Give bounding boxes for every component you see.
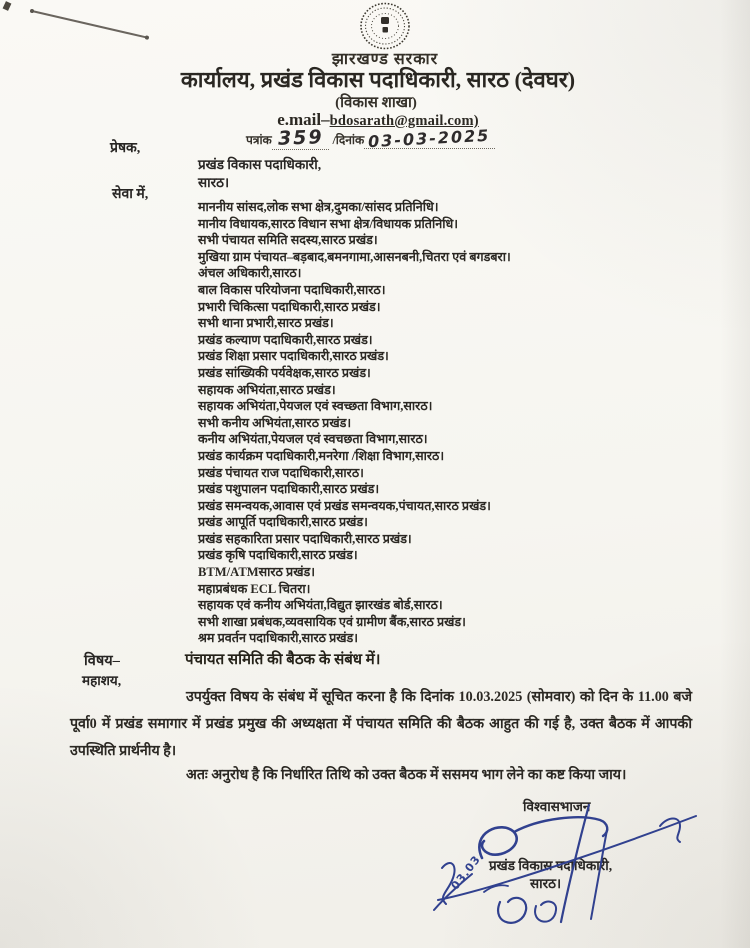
government-seal-icon [358,2,412,50]
recipient-line: प्रखंड कल्याण पदाधिकारी,सारठ प्रखंड। [198,332,373,347]
body-paragraph-2: अतः अनुरोध है कि निर्धारित तिथि को उक्त बैठक में ससमय भाग लेने का कष्ट किया जाय। [186,767,627,783]
recipient-line: मुखिया ग्राम पंचायत–बड़बाद,बमनगामा,आसनबनी,चितरा एवं बगडबरा। [198,249,511,264]
signatory-place: सारठ। [530,876,562,891]
email-label: e.mail– [277,110,330,129]
recipient-line: सभी थाना प्रभारी,सारठ प्रखंड। [198,316,334,331]
sender-place: सारठ। [198,175,230,190]
recipient-line: श्रम प्रवर्तन पदाधिकारी,सारठ प्रखंड। [198,631,359,646]
staple-mark-line [32,10,147,38]
recipient-line: माननीय सांसद,लोक सभा क्षेत्र,दुमका/सांसद प्रतिनिधि। [198,200,439,214]
branch-name: (विकास शाखा) [335,95,417,111]
signatory-designation: प्रखंड विकास पदाधिकारी, [489,858,613,873]
subject-text: पंचायत समिति की बैठक के संबंध में। [185,652,381,668]
email-address: bdosarath@gmail.com) [329,113,479,129]
recipient-line: प्रखंड कार्यक्रम पदाधिकारी,मनरेगा /शिक्षा विभाग,सारठ। [198,448,445,463]
date-handwritten: 03-03-2025 [367,125,492,152]
recipient-line: महाप्रबंधक ECL चितरा। [198,581,311,596]
recipient-line: सहायक अभियंता,पेयजल एवं स्वच्छता विभाग,सारठ। [198,399,433,414]
recipient-line: सभी कनीय अभियंता,सारठ प्रखंड। [198,415,352,430]
recipient-line: प्रखंड शिक्षा प्रसार पदाधिकारी,सारठ प्रखंड। [198,349,389,364]
office-title: कार्यालय, प्रखंड विकास पदाधिकारी, सारठ (देवघर) [180,67,576,92]
government-name: झारखण्ड सरकार [331,51,439,68]
subject-label: विषय– [84,653,120,669]
handwritten-date-note: 03.03 [448,852,484,893]
recipient-line: बाल विकास परियोजना पदाधिकारी,सारठ। [198,282,386,297]
recipient-line: सभी शाखा प्रबंधक,व्यवसायिक एवं ग्रामीण बैंक,सारठ प्रखंड। [198,614,466,629]
ref-date-separator: / [332,133,336,147]
recipient-line: प्रखंड पशुपालन पदाधिकारी,सारठ प्रखंड। [198,482,380,497]
recipient-line: प्रखंड सहकारिता प्रसार पदाधिकारी,सारठ प्रखंड। [198,531,412,546]
recipient-line: प्रखंड सांख्यिकी पर्यवेक्षक,सारठ प्रखंड। [198,365,371,380]
recipient-line: सभी पंचायत समिति सदस्य,सारठ प्रखंड। [198,233,378,248]
body-paragraph-1: उपर्युक्त विषय के संबंध में सूचित करना है कि दिनांक 10.03.2025 (सोमवार) को दिन के 11.00 बजे पूर्वा0 में प्रखंड समागार में प्रखंड प्रमुख की अध्यक्षता में पंचायत समिति की बैठक आहुत की गई है, उक्त बैठक में आपकी उपस्थिति प्रार्थनीय है। [70,689,692,759]
salutation: महाशय, [82,673,122,688]
ref-number-handwritten: 359 [277,126,324,150]
recipient-line: BTM/ATMसारठ प्रखंड। [198,565,316,580]
recipient-line: कनीय अभियंता,पेयजल एवं स्वचछता विभाग,सारठ। [198,432,428,447]
sender-label: प्रेषक, [110,141,141,156]
sender-designation: प्रखंड विकास पदाधिकारी, [198,157,322,172]
recipients-label: सेवा में, [112,187,149,202]
recipient-line: प्रखंड समन्वयक,आवास एवं प्रखंड समन्वयक,पंचायत,सारठ प्रखंड। [198,498,491,513]
recipient-line: अंचल अधिकारी,सारठ। [198,266,302,281]
recipient-line: प्रखंड पंचायत राज पदाधिकारी,सारठ। [198,465,364,480]
scan-corner-mark [3,1,12,11]
recipient-line: मानीय विधायक,सारठ विधान सभा क्षेत्र/विधायक प्रतिनिधि। [198,216,458,231]
recipient-line: प्रभारी चिकित्सा पदाधिकारी,सारठ प्रखंड। [198,299,381,314]
ref-label: पत्रांक [246,133,272,147]
signature-ink-scrawl [428,800,708,940]
recipient-line: प्रखंड आपूर्ति पदाधिकारी,सारठ प्रखंड। [198,515,368,530]
recipients-list [198,199,718,647]
ref-date-line [246,127,495,150]
date-label: दिनांक [335,133,365,147]
closing-word: विश्वासभाजन [523,799,591,814]
recipient-line: सहायक अभियंता,सारठ प्रखंड। [198,382,336,397]
recipient-line: प्रखंड कृषि पदाधिकारी,सारठ प्रखंड। [198,548,358,563]
recipient-line: सहायक एवं कनीय अभियंता,विद्युत झारखंड बोर्ड,सारठ। [198,598,443,613]
